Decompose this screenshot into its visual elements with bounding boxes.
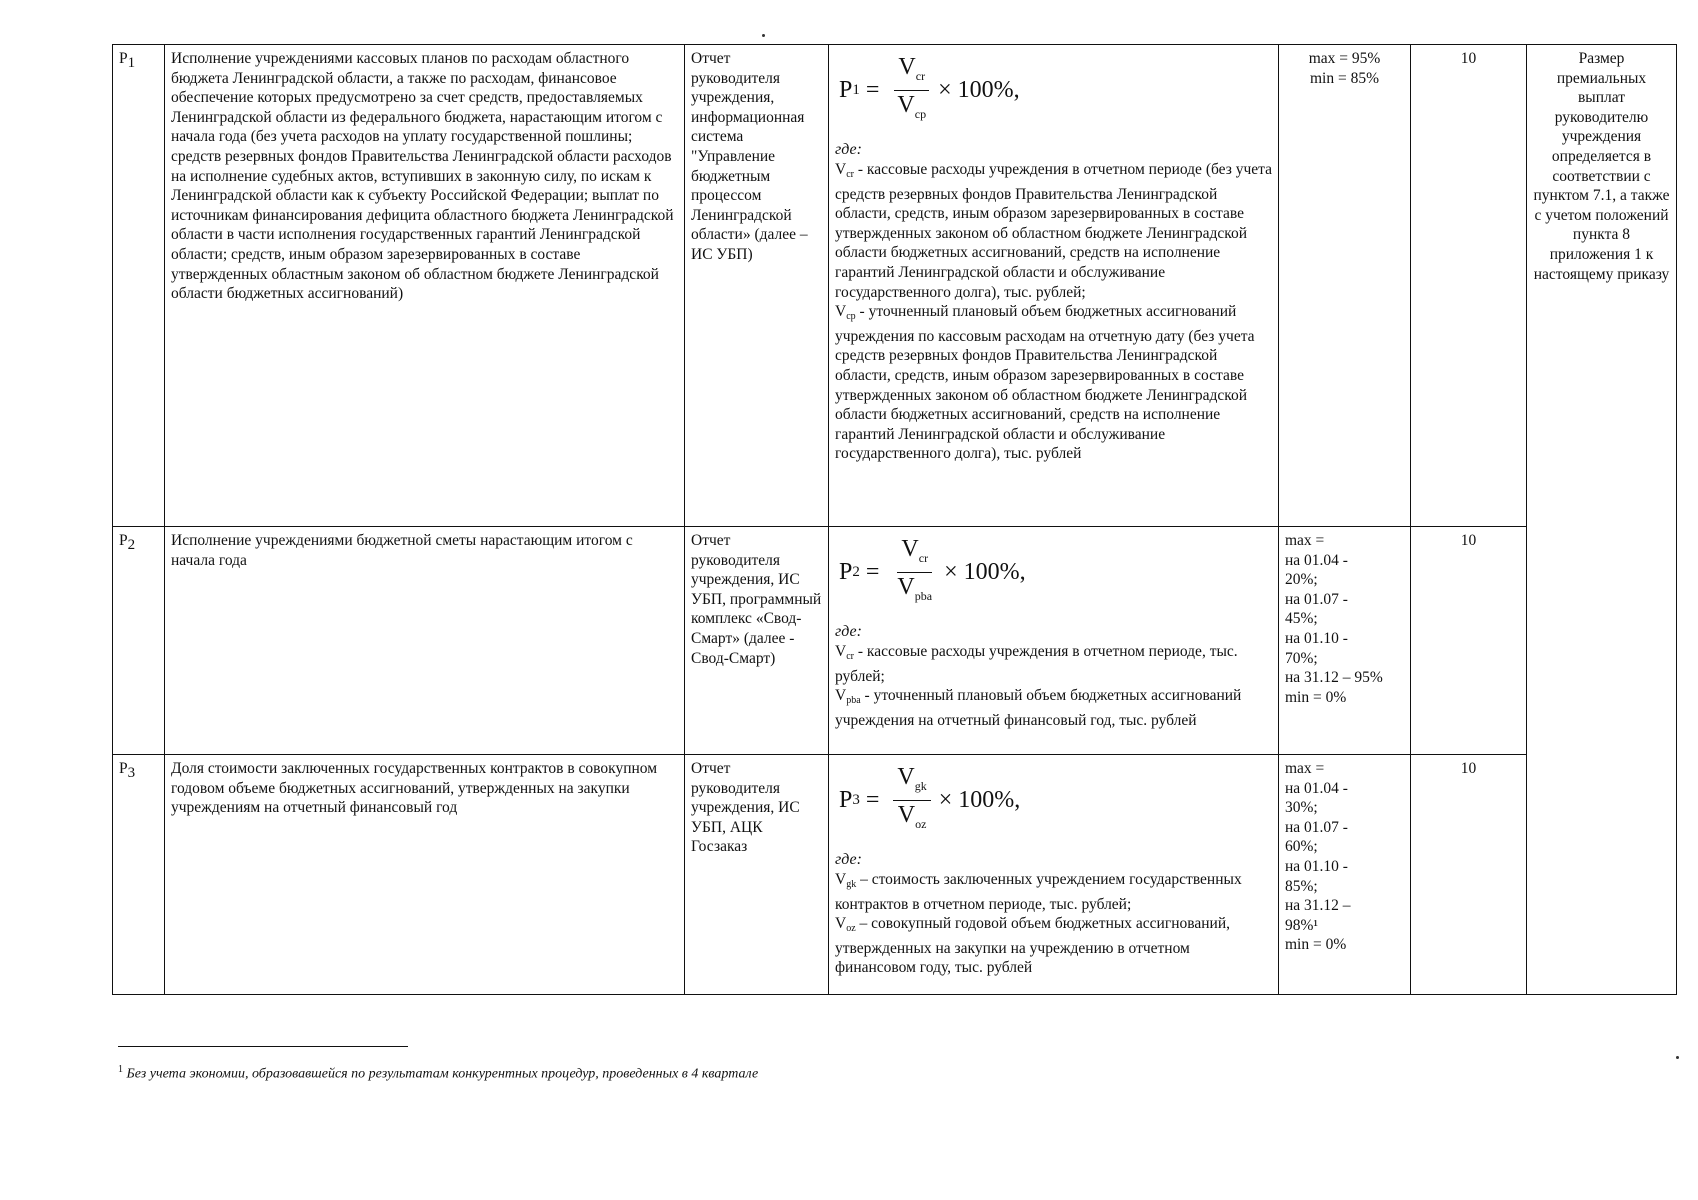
variable-definition: Vgk – стоимость заключенных учреждением государственных контрактов в отчетном периоде, тыс. рублей; (835, 871, 1242, 913)
indicator-description: Доля стоимости заключенных государственных контрактов в совокупном годовом объеме бюджетных ассигнований, утвержденных на закупки учреждениям на отчетный финансовый год (165, 755, 685, 995)
where-label: где: (835, 623, 862, 640)
indicator-limits: max = на 01.04 - 20%; на 01.07 - 45%; на 01.10 - 70%; на 31.12 – 95% min = 0% (1279, 527, 1411, 755)
indicator-source: Отчет руководителя учреждения, ИС УБП, программный комплекс «Свод-Смарт» (далее - Свод-Смарт) (685, 527, 829, 755)
footnote-separator (118, 1046, 408, 1047)
indicator-limits: max = на 01.04 - 30%; на 01.07 - 60%; на 01.10 - 85%; на 31.12 – 98%¹ min = 0% (1279, 755, 1411, 995)
table-row (113, 755, 1677, 995)
indicator-description: Исполнение учреждениями кассовых планов по расходам областного бюджета Ленинградской области, а также по расходам, финансовое обеспечение которых предусмотрено за счет средств, предоставляемых Ленинградской области из федерального бюджета, нарастающим итогом с начала года (без учета расходов на уплату государственной пошлины; средств резервных фондов Правительства Ленинградской области расходов на исполнение судебных актов, вступивших в законную силу, по искам к Ленинградской области как к субъекту Российской Федерации; выплат по источникам финансирования дефицита областного бюджета Ленинградской области в части исполнения государственных гарантий Ленинградской области; средств, иным образом зарезервированных в составе утвержденных областным законом об областном бюджете Ленинградской области бюджетных ассигнований) (165, 45, 685, 527)
variable-definition: Voz – совокупный годовой объем бюджетных ассигнований, утвержденных на закупки на учреждению в отчетном финансовом году, тыс. рублей (835, 915, 1231, 977)
indicator-formula-cell (829, 45, 1279, 527)
where-label: где: (835, 851, 862, 868)
footnote: $^1$ Без учета экономии, образовавшейся по результатам конкурентных процедур, проведенных в 4 квартале (118, 1064, 759, 1082)
indicator-limits: max = 95% min = 85% (1279, 45, 1411, 527)
table-row (113, 527, 1677, 755)
bonus-note: Размер премиальных выплат руководителю учреждения определяется в соответствии с пунктом 7.1, а также с учетом положений пункта 8 приложения 1 к настоящему приказу (1527, 45, 1677, 995)
variable-definition: Vcr - кассовые расходы учреждения в отчетном периоде (без учета средств резервных фондов Правительства Ленинградской области, средств, иным образом зарезервированных в составе утвержденных законом об областном бюджете Ленинградской области бюджетных ассигнований, средств на исполнение гарантий Ленинградской области и обслуживание государственного долга), тыс. рублей; (835, 161, 1272, 301)
fraction: $\frac{V_{cr}}{V_{pba}}$ (897, 536, 933, 603)
formula: P 3 = $\frac{V_{gk}}{V_{oz}}$ × 100%, (839, 763, 1272, 838)
indicator-source: Отчет руководителя учреждения, информационная система "Управление бюджетным процессом Ленинградской области» (далее – ИС УБП) (685, 45, 829, 527)
formula: P 1 = $\frac{V_{cr}}{V_{cp}}$ × 100%, (839, 53, 1272, 128)
scan-speck (1676, 1056, 1679, 1059)
indicator-formula-cell (829, 755, 1279, 995)
formula: P 2 = $\frac{V_{cr}}{V_{pba}}$ × 100%, (839, 535, 1272, 610)
indicator-description: Исполнение учреждениями бюджетной сметы нарастающим итогом с начала года (165, 527, 685, 755)
indicator-weight: 10 (1411, 755, 1527, 995)
variable-definition: Vcp - уточненный плановый объем бюджетных ассигнований учреждения по кассовым расходам на отчетную дату (без учета средств резервных фондов Правительства Ленинградской области, средств, иным образом зарезервированных в составе утвержденных законом об областном бюджете Ленинградской области бюджетных ассигнований, средств на исполнение гарантий Ленинградской области и обслуживание государственного долга), тыс. рублей (835, 303, 1255, 463)
indicator-weight: 10 (1411, 45, 1527, 527)
scan-speck (762, 34, 765, 37)
variable-definition: Vcr - кассовые расходы учреждения в отчетном периоде, тыс. рублей; (835, 643, 1238, 685)
variable-definition: Vpba - уточненный плановый объем бюджетных ассигнований учреждения на отчетный финансовый год, тыс. рублей (835, 687, 1242, 729)
indicator-code: $P_2$ (113, 527, 165, 755)
indicator-code: $P_1$ (113, 45, 165, 527)
fraction: $\frac{V_{gk}}{V_{oz}}$ (893, 763, 930, 838)
indicator-weight: 10 (1411, 527, 1527, 755)
where-label: где: (835, 141, 862, 158)
fraction: $\frac{V_{cr}}{V_{cp}}$ (893, 53, 930, 128)
indicator-source: Отчет руководителя учреждения, ИС УБП, АЦК Госзаказ (685, 755, 829, 995)
table-row (113, 45, 1677, 527)
indicator-code: $P_3$ (113, 755, 165, 995)
indicators-table (112, 44, 1677, 995)
indicator-formula-cell (829, 527, 1279, 755)
